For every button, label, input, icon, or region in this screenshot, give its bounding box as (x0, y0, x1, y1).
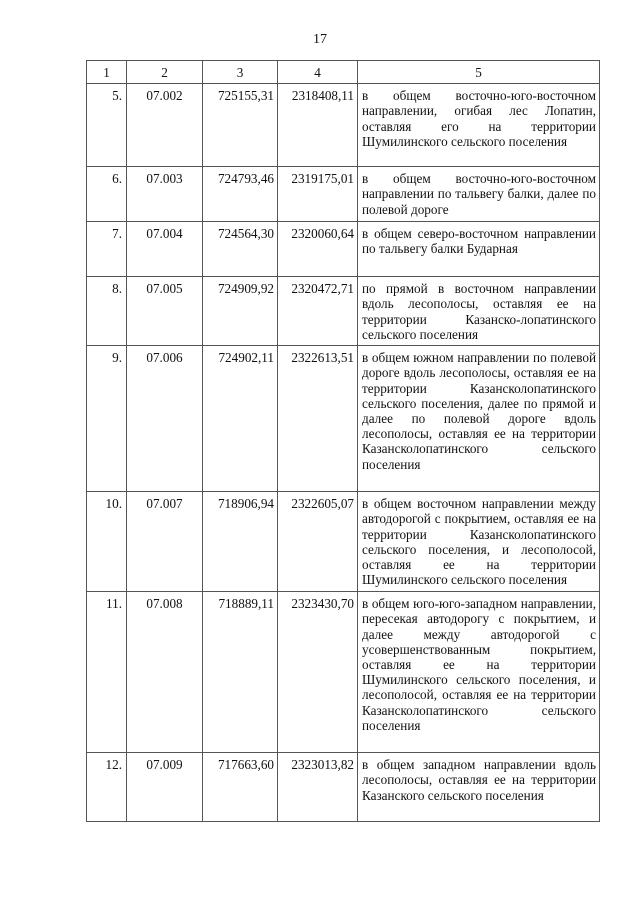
coordinate-y: 2320472,71 (278, 277, 358, 346)
table-row (87, 492, 600, 592)
column-header-2: 2 (127, 61, 203, 84)
point-id: 07.002 (127, 84, 203, 167)
column-header-5: 5 (358, 61, 600, 84)
coordinate-y: 2320060,64 (278, 222, 358, 277)
coordinate-x: 725155,31 (203, 84, 278, 167)
table-row (87, 167, 600, 222)
table-row (87, 84, 600, 167)
table-row (87, 346, 600, 492)
row-number: 10. (87, 492, 127, 592)
coordinate-y: 2319175,01 (278, 167, 358, 222)
table-row (87, 277, 600, 346)
point-id: 07.005 (127, 277, 203, 346)
boundary-description: в общем западном направлении вдоль лесополосы, оставляя ее на территории Казанского сельского поселения (362, 757, 596, 803)
coordinate-y: 2322613,51 (278, 346, 358, 492)
boundary-description: в общем восточно-юго-восточном направлении, огибая лес Лопатин, оставляя его на территории Шумилинского сельского поселения (362, 88, 596, 149)
boundary-description: в общем восточно-юго-восточном направлении по тальвегу балки, далее по полевой дороге (362, 171, 596, 217)
table-row (87, 753, 600, 822)
point-id: 07.008 (127, 592, 203, 753)
point-id: 07.006 (127, 346, 203, 492)
table-header-row (87, 61, 600, 84)
row-number: 6. (87, 167, 127, 222)
boundary-description: в общем восточном направлении между автодорогой с покрытием, оставляя ее на территории Казанcколопатинского сельского поселения, и лесополосой, оставляя ее на территории Шумилинского сельского поселения (362, 496, 596, 588)
table-row (87, 592, 600, 753)
boundary-description: в общем северо-восточном направлении по тальвегу балки Бударная (362, 226, 596, 257)
coordinate-x: 717663,60 (203, 753, 278, 822)
row-number: 7. (87, 222, 127, 277)
row-number: 8. (87, 277, 127, 346)
row-number: 12. (87, 753, 127, 822)
page-number: 17 (313, 32, 327, 47)
row-number: 9. (87, 346, 127, 492)
coordinate-y: 2322605,07 (278, 492, 358, 592)
boundary-description: по прямой в восточном направлении вдоль лесополосы, оставляя ее на территории Казанско-лопатинского сельского поселения (362, 281, 596, 342)
point-id: 07.007 (127, 492, 203, 592)
table-row (87, 222, 600, 277)
column-header-4: 4 (278, 61, 358, 84)
column-header-3: 3 (203, 61, 278, 84)
coordinate-y: 2323430,70 (278, 592, 358, 753)
point-id: 07.003 (127, 167, 203, 222)
border-description-table (86, 60, 600, 822)
coordinate-x: 724909,92 (203, 277, 278, 346)
boundary-description: в общем южном направлении по полевой дороге вдоль лесополосы, оставляя ее на территории Казанcколопатинского сельского поселения, далее по прямой и далее по полевой дороге вдоль лесополосы, оставляя ее на территории Казанcколопатинского сельского поселения (362, 350, 596, 472)
row-number: 5. (87, 84, 127, 167)
coordinate-x: 718906,94 (203, 492, 278, 592)
point-id: 07.009 (127, 753, 203, 822)
coordinate-x: 718889,11 (203, 592, 278, 753)
coordinate-x: 724793,46 (203, 167, 278, 222)
point-id: 07.004 (127, 222, 203, 277)
boundary-description: в общем юго-юго-западном направлении, пересекая автодорогу с покрытием, и далее между автодорогой с усовершенствованным покрытием, оставляя ее на территории Шумилинского сельского поселения, и лесополосой, оставляя ее на территории Казанcколопатинского сельского поселения (362, 596, 596, 733)
coordinate-x: 724564,30 (203, 222, 278, 277)
coordinate-y: 2323013,82 (278, 753, 358, 822)
column-header-1: 1 (87, 61, 127, 84)
coordinate-x: 724902,11 (203, 346, 278, 492)
row-number: 11. (87, 592, 127, 753)
coordinate-y: 2318408,11 (278, 84, 358, 167)
